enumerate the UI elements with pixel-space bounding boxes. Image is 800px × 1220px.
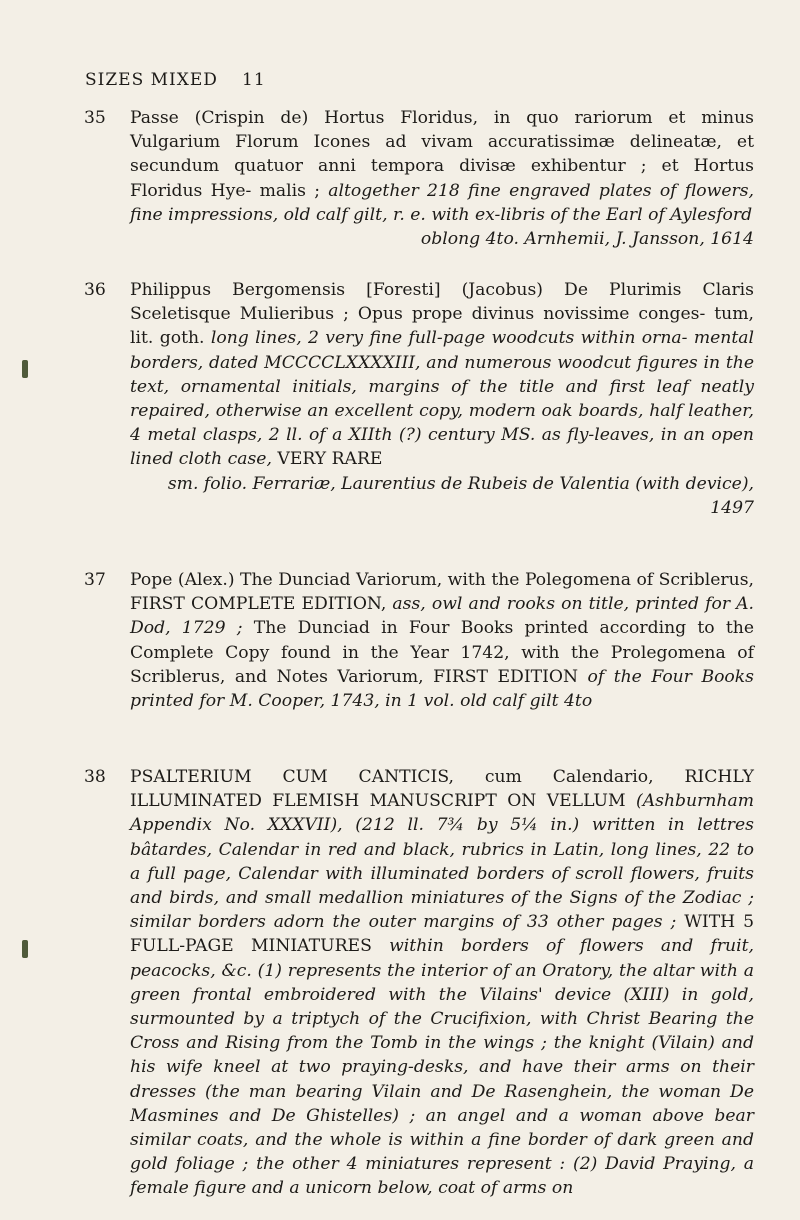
lot-title: Philippus Bergomensis [Foresti] (Jacobus) De Plurimis Claris Sceletisque Mulieribus ; Opus prope divinus novissime conges- tum, lit. goth. bbox=[130, 280, 754, 349]
lot-description-second: within borders of flowers and fruit, peacocks, &c. (1) represents the interior of an Oratory, the altar with a green frontal embroidered with the Vilains' device (XIII) in gold, surmounted by a triptych of the Crucifixion, with Christ Bearing the Cross and Rising from the Tomb in the wings ; the knight (Vilain) and his wife kneel at two praying-desks, and have their arms on their dresses (the man bearing Vilain and De Rasenghein, the woman De Masmines and De Ghistelles) ; an angel and a woman above bear similar coats, and the whole is within a fine border of dark green and gold foliage ; the other 4 miniatures represent : (2) David Praying, a female figure and a unicorn below, coat of arms on bbox=[130, 936, 754, 1199]
margin-mark bbox=[22, 360, 28, 378]
lot-entry bbox=[84, 568, 754, 713]
running-header bbox=[85, 70, 725, 96]
lot-title: Pope (Alex.) The Dunciad Variorum, with the Polegomena of Scriblerus, FIRST COMPLETE EDITION, bbox=[130, 570, 754, 615]
lot-description: long lines, 2 very fine full-page woodcuts within orna- mental borders, dated MCCCCLXXXXIII, and numerous woodcut figures in the text, ornamental initials, margins of the title and first leaf neatly repaired, otherwise an excellent copy, modern oak boards, half leather, 4 metal clasps, 2 ll. of a XIIth (?) century MS. as fly-leaves, in an open lined cloth case, bbox=[130, 328, 755, 470]
lot-title-second: The Dunciad in Four Books printed according to the Complete Copy found in the Year 1742, with the Prolegomena of Scriblerus, and Notes Variorum, FIRST EDITION bbox=[130, 618, 754, 687]
margin-mark bbox=[22, 940, 28, 958]
running-head-title: SIZES MIXED bbox=[85, 70, 218, 90]
lot-title: Passe (Crispin de) Hortus Floridus, in quo rariorum et minus Vulgarium Florum Icones ad vivam accuratissimæ delineatæ, et secundum quatuor anni tempora divisæ exhibentur ; et Hortus Floridus Hye- malis ; bbox=[130, 108, 754, 201]
lot-note: VERY RARE bbox=[277, 449, 383, 470]
lot-entry bbox=[84, 106, 754, 251]
lot-text bbox=[130, 765, 754, 1201]
lot-description: altogether 218 fine engraved plates of flowers, fine impressions, old calf gilt, r. e. with ex-libris of the Earl of Aylesford bbox=[130, 180, 754, 225]
lot-note: WITH 5 FULL-PAGE MINIATURES bbox=[130, 912, 755, 957]
lot-imprint: sm. folio. Ferrariæ, Laurentius de Rubeis de Valentia (with device), 1497 bbox=[167, 473, 754, 518]
lot-text bbox=[130, 568, 754, 713]
lot-imprint: 4to bbox=[563, 691, 593, 712]
lot-description: ass, owl and rooks on title, printed for A. Dod, 1729 ; bbox=[130, 594, 755, 639]
lot-title: PSALTERIUM CUM CANTICIS, cum Calendario, RICHLY ILLUMINATED FLEMISH MANUSCRIPT ON VELLUM bbox=[130, 767, 754, 812]
lot-description: (Ashburnham Appendix No. XXXVII), (212 ll. 7¾ by 5¼ in.) written in lettres bâtardes, Calendar in red and black, rubrics in Latin, long lines, 22 to a full page, Calendar with illuminated borders of scroll flowers, fruits and birds, and small medallion miniatures of the Signs of the Zodiac ; similar borders adorn the outer margins of 33 other pages ; bbox=[130, 791, 754, 933]
lot-number: 36 bbox=[84, 280, 106, 300]
page-number: 11 bbox=[242, 70, 266, 90]
lot-text bbox=[130, 106, 754, 251]
lot-number: 38 bbox=[84, 767, 106, 787]
lot-number: 37 bbox=[84, 570, 106, 590]
lot-description-second: of the Four Books printed for M. Cooper, 1743, in 1 vol. old calf gilt bbox=[130, 666, 755, 712]
lot-entry bbox=[84, 765, 754, 1201]
lot-entry bbox=[84, 278, 754, 520]
lot-text bbox=[130, 278, 754, 520]
lot-number: 35 bbox=[84, 108, 106, 128]
lot-imprint: oblong 4to. Arnhemii, J. Jansson, 1614 bbox=[420, 229, 754, 250]
